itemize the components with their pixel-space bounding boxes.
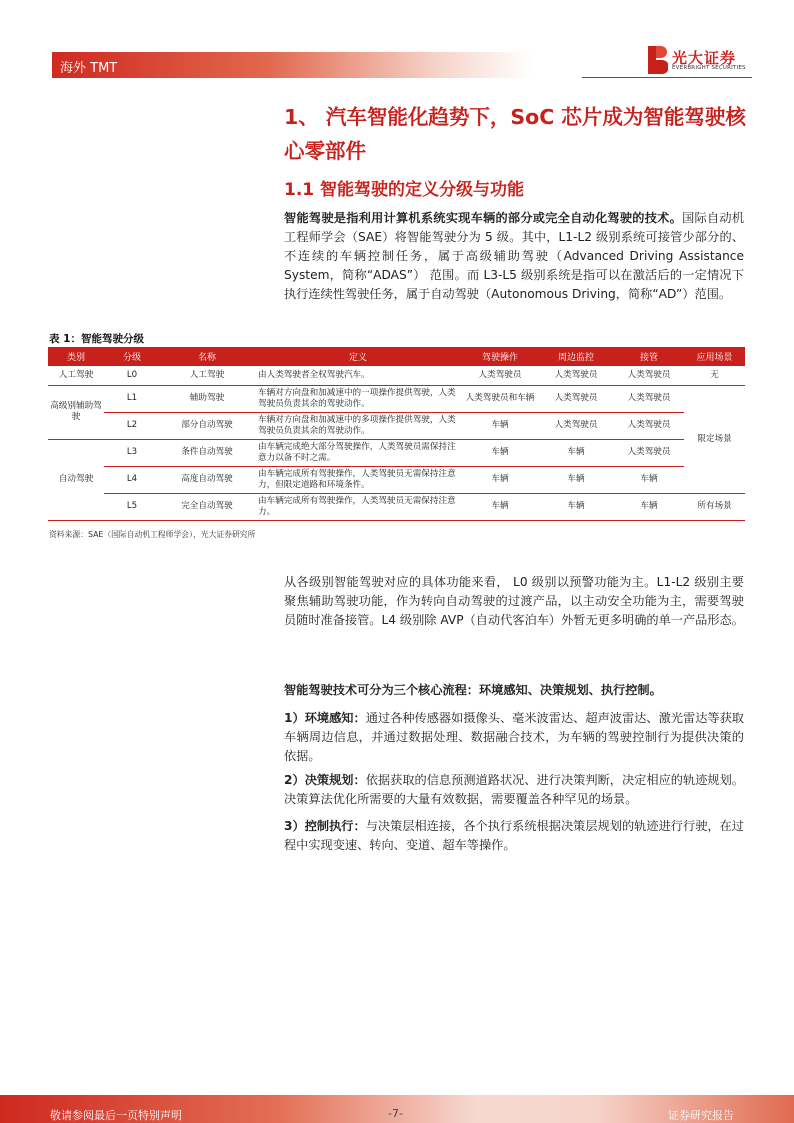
process-item [284,817,744,855]
process-item-text: 通过各种传感器如摄像头、毫米波雷达、超声波雷达、激光雷达等获取车辆周边信息，并通过数据处理、数据融合技术，为车辆的驾驶控制行为提供决策的依据。 [284,711,744,763]
driving-cell: 车辆 [462,412,538,439]
section-title: 1、 汽车智能化趋势下，SoC 芯片成为智能驾驶核心零部件 [284,105,746,163]
table-row [48,412,745,439]
name-cell: 条件自动驾驶 [160,439,254,466]
header-section-label: 海外 TMT [60,61,118,76]
process-item-text: 依据获取的信息预测道路状况、进行决策判断，决定相应的轨迹规划。决策算法优化所需要的大量有效数据，需要覆盖各种罕见的场景。 [284,773,744,806]
definition-cell: 由车辆完成所有驾驶操作，人类驾驶员无需保持注意力，但限定道路和环境条件。 [254,466,462,493]
process-item [284,771,744,809]
table-row [48,385,745,412]
monitoring-cell: 车辆 [538,439,614,466]
process-item-text: 与决策层相连接，各个执行系统根据决策层规划的轨迹进行行驶，在过程中实现变速、转向、变道、超车等操作。 [284,819,744,852]
footer-report-type: 证券研究报告 [668,1109,734,1122]
takeover-cell: 车辆 [614,466,684,493]
page-number: -7- [388,1107,403,1120]
intro-paragraph [284,209,744,304]
takeover-cell: 车辆 [614,493,684,520]
definition-cell: 车辆对方向盘和加减速中的一项操作提供驾驶，人类驾驶员负责其余的驾驶动作。 [254,385,462,412]
header-rule [582,77,752,78]
col-header-level: 分级 [104,347,160,366]
table-row [48,366,745,385]
monitoring-cell: 人类驾驶员 [538,366,614,385]
subsection-title: 1.1 智能驾驶的定义分级与功能 [284,180,525,200]
logo-english-name: EVERBRIGHT SECURITIES [672,65,746,71]
level-cell: L5 [104,493,160,520]
takeover-cell: 人类驾驶员 [614,385,684,412]
name-cell: 完全自动驾驶 [160,493,254,520]
driving-cell: 人类驾驶员和车辆 [462,385,538,412]
definition-cell: 车辆对方向盘和加减速中的多项操作提供驾驶，人类驾驶员负责其余的驾驶动作。 [254,412,462,439]
process-item [284,709,744,766]
driving-cell: 车辆 [462,466,538,493]
takeover-cell: 人类驾驶员 [614,412,684,439]
scenario-cell: 无 [684,366,745,385]
col-header-category: 类别 [48,347,104,366]
functions-paragraph: 从各级别智能驾驶对应的具体功能来看， L0 级别以预警功能为主。L1-L2 级别主要聚焦辅助驾驶功能，作为转向自动驾驶的过渡产品，以主动安全功能为主，需要驾驶员随时准备接管。L4 级别除 AVP（自动代客泊车）外暂无更多明确的单一产品形态。 [284,575,744,627]
definition-cell: 由车辆完成所有驾驶操作，人类驾驶员无需保持注意力。 [254,493,462,520]
monitoring-cell: 车辆 [538,466,614,493]
col-header-monitoring: 周边监控 [538,347,614,366]
monitoring-cell: 人类驾驶员 [538,412,614,439]
definition-cell: 由车辆完成绝大部分驾驶操作，人类驾驶员需保持注意力以备不时之需。 [254,439,462,466]
level-cell: L4 [104,466,160,493]
table-row [48,493,745,520]
levels-table [48,347,745,521]
col-header-name: 名称 [160,347,254,366]
col-header-takeover: 接管 [614,347,684,366]
table-caption: 表 1：智能驾驶分级 [49,333,144,345]
level-cell: L2 [104,412,160,439]
col-header-driving: 驾驶操作 [462,347,538,366]
logo-mark-icon [646,45,668,75]
scenario-cell: 所有场景 [684,493,745,520]
level-cell: L3 [104,439,160,466]
footer-disclaimer-link[interactable]: 敬请参阅最后一页特别声明 [50,1109,182,1122]
header-band [52,52,532,78]
category-cell: 高级别辅助驾驶 [48,385,104,439]
level-cell: L0 [104,366,160,385]
definition-cell: 由人类驾驶者全权驾驶汽车。 [254,366,462,385]
level-cell: L1 [104,385,160,412]
col-header-definition: 定义 [254,347,462,366]
process-item-lead: 3）控制执行： [284,819,366,833]
monitoring-cell: 人类驾驶员 [538,385,614,412]
driving-cell: 车辆 [462,439,538,466]
takeover-cell: 人类驾驶员 [614,439,684,466]
table-source-note: 资料来源：SAE（国际自动机工程师学会），光大证券研究所 [49,530,256,539]
table-row [48,439,745,466]
name-cell: 人工驾驶 [160,366,254,385]
col-header-scenario: 应用场景 [684,347,745,366]
driving-cell: 车辆 [462,493,538,520]
intro-lead: 智能驾驶是指利用计算机系统实现车辆的部分或完全自动化驾驶的技术。 [284,211,683,225]
scenario-cell: 限定场景 [684,385,745,493]
table-header-row [48,347,745,366]
name-cell: 高度自动驾驶 [160,466,254,493]
process-item-lead: 1）环境感知： [284,711,366,725]
driving-cell: 人类驾驶员 [462,366,538,385]
category-cell: 人工驾驶 [48,366,104,385]
process-item-lead: 2）决策规划： [284,773,366,787]
company-logo [646,45,746,77]
logo-chinese-name: 光大证券 [672,49,737,67]
name-cell: 部分自动驾驶 [160,412,254,439]
category-cell: 自动驾驶 [48,439,104,520]
takeover-cell: 人类驾驶员 [614,366,684,385]
table-row [48,466,745,493]
core-process-heading: 智能驾驶技术可分为三个核心流程：环境感知、决策规划、执行控制。 [284,683,662,697]
name-cell: 辅助驾驶 [160,385,254,412]
intro-rest: 国际自动机工程师学会（SAE）将智能驾驶分为 5 级。其中，L1-L2 级别系统可接管少部分的、不连续的车辆控制任务，属于高级辅助驾驶（Advanced Driving Assistance System，简称“ADAS”） 范围。而 L3-L5 级别系统是指可以在激活后的一定情况下执行连续性驾驶任务，属于自动驾驶（Autonomous Driving，简称“AD”）范围。 [284,211,745,301]
monitoring-cell: 车辆 [538,493,614,520]
